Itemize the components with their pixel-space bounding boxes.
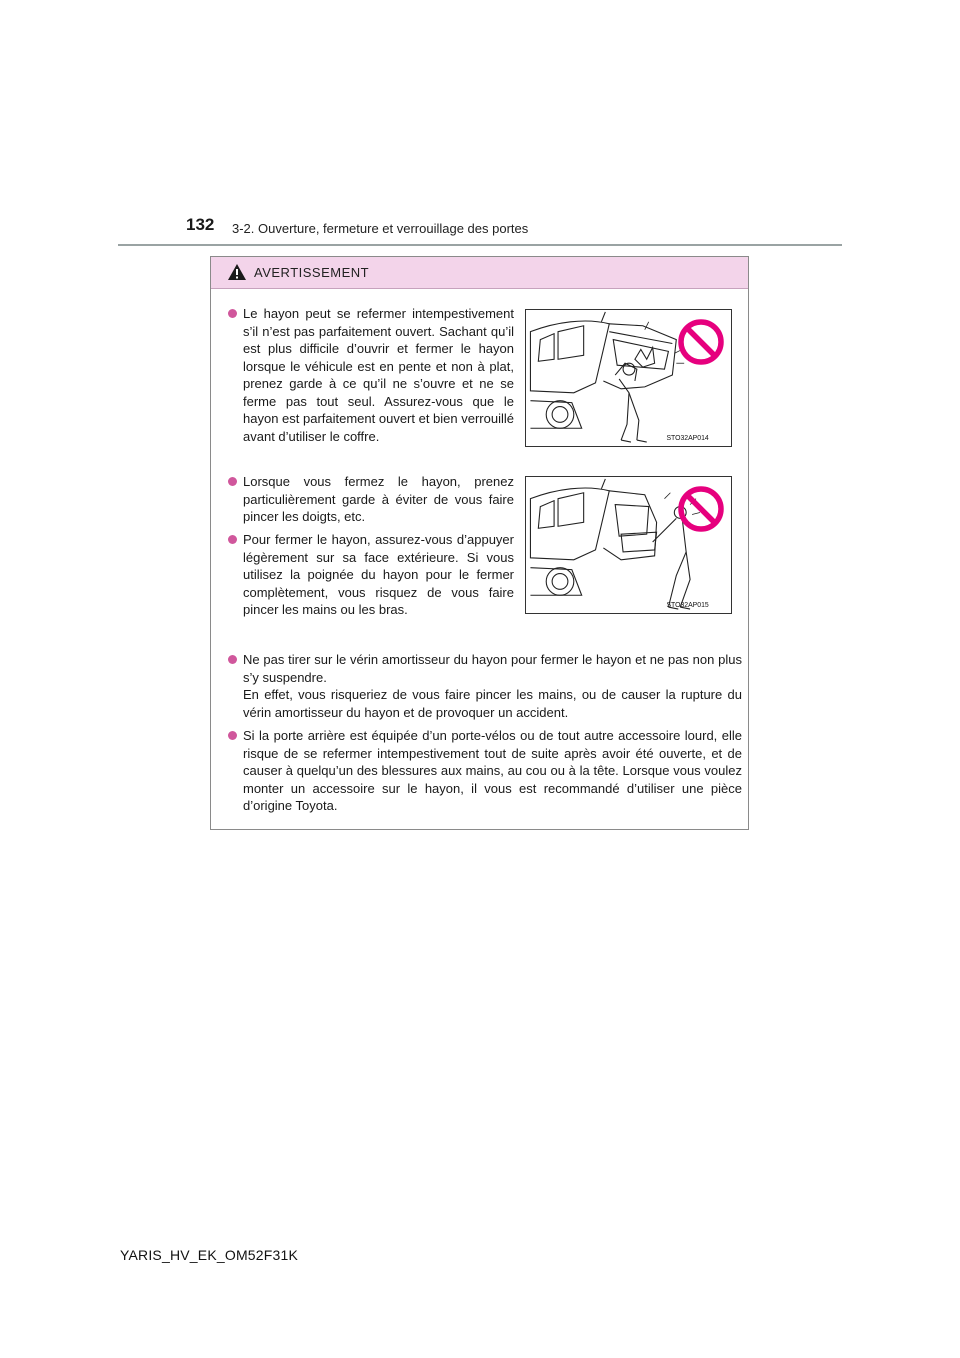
header-rule: [118, 244, 842, 246]
prohibition-icon: [677, 485, 725, 533]
bullet-dot: [228, 655, 237, 664]
warning-item-text: Le hayon peut se refermer intempestivement s’il n’est pas parfaitement ouvert. Sachant qu’il est plus difficile d’ouvrir et fermer le hayon lorsque le véhicule est en pente et non à plat, prenez garde à ce qu’il ne s’ouvre et ne se ferme pas tout seul. Assurez-vous que le hayon est parfaitement ouvert et bien verrouillé avant d’utiliser le coffre.: [243, 306, 514, 444]
bullet-dot: [228, 477, 237, 486]
warning-item-text: Pour fermer le hayon, assurez-vous d’appuyer légèrement sur sa face extérieure. Si vous utilisez la poignée du hayon pour le fermer complètement, vous risquez de vous faire pincer les mains ou les bras.: [243, 532, 514, 617]
warning-title: AVERTISSEMENT: [254, 265, 370, 280]
warning-header: [211, 257, 748, 289]
page-number: 132: [186, 215, 215, 234]
prohibition-icon: [677, 318, 725, 366]
warning-item-text: [243, 651, 742, 721]
document-code: YARIS_HV_EK_OM52F31K: [120, 1247, 299, 1263]
warning-item-2: [228, 473, 514, 526]
bullet-dot: [228, 731, 237, 740]
section-title: 3-2. Ouverture, fermeture et verrouillage des portes: [232, 221, 529, 236]
warning-triangle-icon: [227, 263, 247, 281]
warning-item-text: Si la porte arrière est équipée d’un porte-vélos ou de tout autre accessoire lourd, elle risque de se refermer intempestivement tout de suite après avoir été ouverte, et de causer à quelqu’un des blessures aux mains, au cou ou à la tête. Lorsque vous voulez monter un accessoire sur le hayon, il vous est recommandé d’utiliser une pièce d’origine Toyota.: [243, 728, 742, 813]
warning-item-paragraph: En effet, vous risqueriez de vous faire pincer les mains, ou de causer la rupture du vérin amortisseur du hayon et de provoquer un accident.: [243, 687, 742, 720]
warning-item-text: Lorsque vous fermez le hayon, prenez particulièrement garde à éviter de vous faire pincer les doigts, etc.: [243, 474, 514, 524]
figure-code: STO32AP014: [666, 435, 709, 443]
bullet-dot: [228, 309, 237, 318]
warning-item-1: [228, 305, 514, 445]
warning-item-5: [228, 727, 742, 815]
bullet-dot: [228, 535, 237, 544]
warning-item-paragraph: Ne pas tirer sur le vérin amortisseur du hayon pour fermer le hayon et ne pas non plus s’y suspendre.: [243, 652, 742, 685]
warning-item-3: [228, 531, 514, 619]
warning-item-4: [228, 651, 742, 721]
figure-code: STO32AP015: [666, 602, 709, 610]
